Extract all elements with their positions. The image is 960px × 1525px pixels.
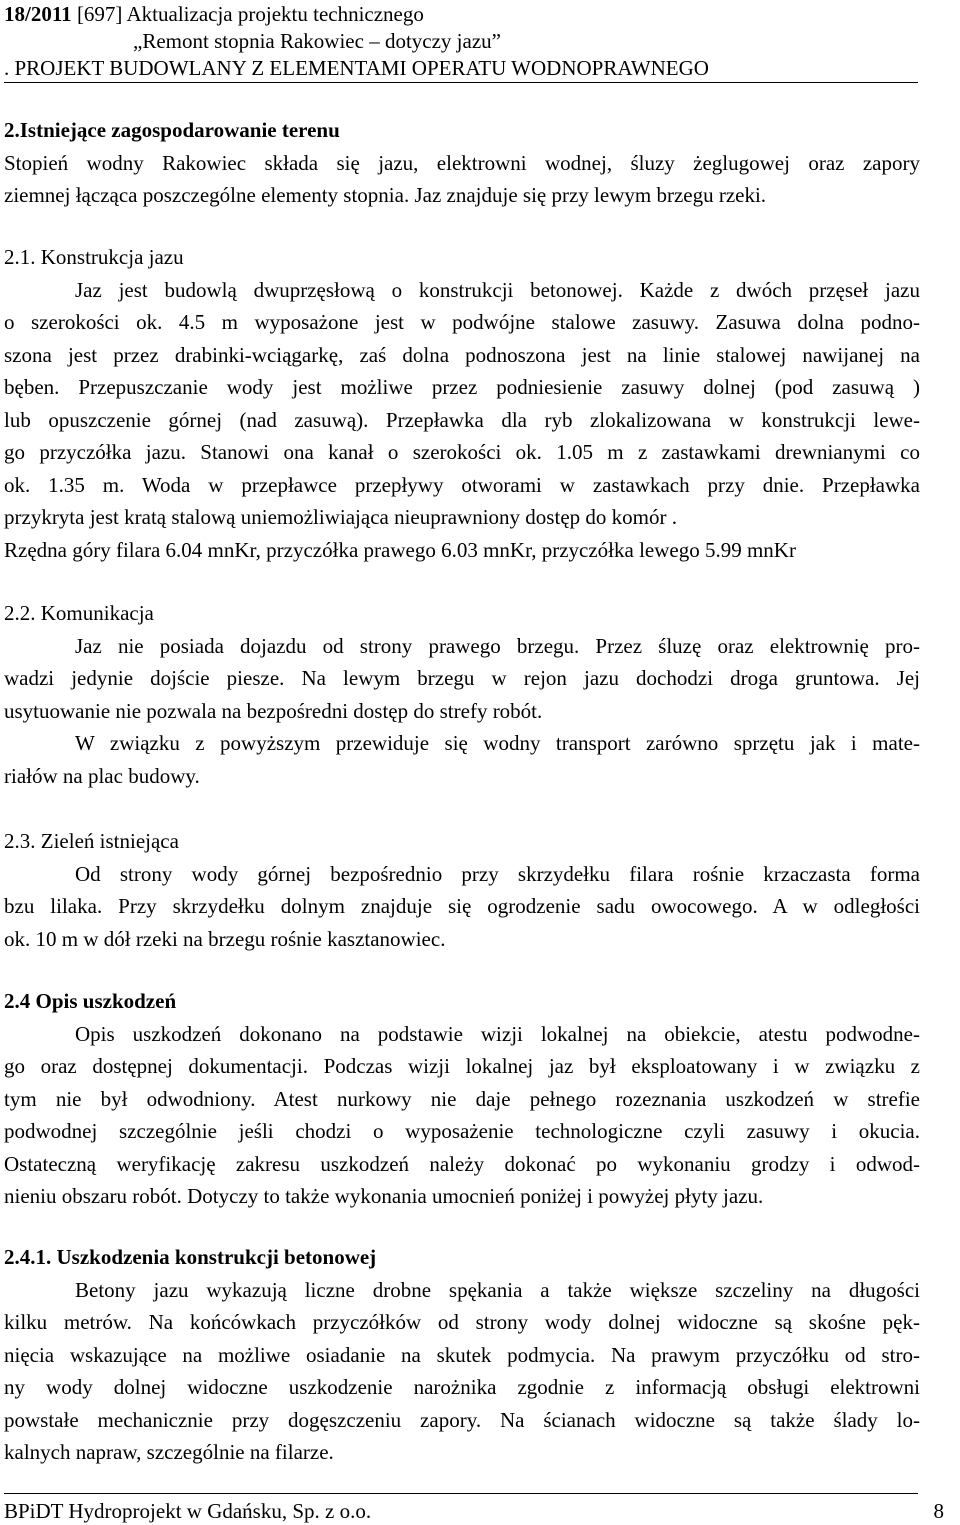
paragraph-line: o szerokości ok. 4.5 m wyposażone jest w podwójne stalowe zasuwy. Zasuwa dolna podno- — [4, 310, 920, 334]
paragraph-line: go oraz dostępnej dokumentacji. Podczas wizji lokalnej jaz był eksploatowany i w związku z — [4, 1054, 920, 1078]
section-heading: 2.3. Zieleń istniejąca — [4, 829, 179, 853]
paragraph-line: podwodnej szczególnie jeśli chodzi o wyposażenie technologiczne czyli zasuwy i okucia. — [4, 1119, 920, 1143]
header-line-2: „Remont stopnia Rakowiec – dotyczy jazu” — [133, 29, 501, 53]
header-line-3: . PROJEKT BUDOWLANY Z ELEMENTAMI OPERATU WODNOPRAWNEGO — [4, 56, 709, 80]
page-number: 8 — [933, 1499, 944, 1523]
section-heading: 2.1. Konstrukcja jazu — [4, 245, 184, 269]
paragraph-line: powstałe mechanicznie przy dogęszczeniu zapory. Na ścianach widoczne są także ślady lo- — [4, 1407, 920, 1432]
paragraph-line: Jaz jest budowlą dwuprzęsłową o konstrukcji betonowej. Każde z dwóch przęseł jazu — [75, 277, 920, 302]
paragraph-line: Ostateczną weryfikację zakresu uszkodzeń należy dokonać po wykonaniu grodzy i odwod- — [4, 1151, 920, 1176]
paragraph-line: lub opuszczenie górnej (nad zasuwą). Przepławka dla ryb zlokalizowana w konstrukcji lewe- — [4, 407, 920, 432]
project-number: 18/2011 — [4, 2, 72, 26]
paragraph-line: nięcia wskazujące na możliwe osiadanie na skutek podmycia. Na prawym przyczółku od stro- — [4, 1342, 920, 1367]
paragraph-line: W związku z powyższym przewiduje się wodny transport zarówno sprzętu jak i mate- — [75, 731, 920, 755]
section-heading: 2.2. Komunikacja — [4, 601, 154, 625]
section-heading: 2.Istniejące zagospodarowanie terenu — [4, 118, 340, 142]
paragraph-line: tym nie był odwodniony. Atest nurkowy nie daje pełnego rozeznania uszkodzeń w strefie — [4, 1086, 920, 1111]
paragraph-line: Od strony wody górnej bezpośrednio przy skrzydełku filara rośnie krzaczasta forma — [75, 861, 920, 886]
section-concrete-damage — [4, 1241, 920, 1469]
paragraph-line: ok. 1.35 m. Woda w przepławce przepływy otworami w zastawkach przy dnie. Przepławka — [4, 472, 920, 497]
section-existing-development — [4, 114, 920, 212]
paragraph-line: kalnych napraw, szczególnie na filarze. — [4, 1440, 334, 1464]
paragraph-line: Opis uszkodzeń dokonano na podstawie wizji lokalnej na obiekcie, atestu podwodne- — [75, 1021, 920, 1046]
paragraph-line: przykryta jest kratą stalową uniemożliwiająca nieuprawniony dostęp do komór . — [4, 505, 677, 529]
section-heading: 2.4 Opis uszkodzeń — [4, 989, 177, 1013]
section-weir-construction — [4, 241, 920, 566]
footer-divider — [4, 1493, 918, 1494]
section-existing-greenery — [4, 825, 920, 955]
paragraph-line: Rzędna góry filara 6.04 mnKr, przyczółka prawego 6.03 mnKr, przyczółka lewego 5.99 mnKr — [4, 537, 796, 562]
section-damage-description — [4, 985, 920, 1213]
page-footer — [4, 1498, 944, 1524]
section-communication — [4, 597, 920, 792]
paragraph-line: usytuowanie nie pozwala na bezpośredni dostęp do strefy robót. — [4, 698, 543, 723]
paragraph-line: Jaz nie posiada dojazdu od strony prawego brzegu. Przez śluzę oraz elektrownię pro- — [75, 633, 920, 658]
header-divider — [4, 82, 918, 83]
paragraph-line: nieniu obszaru robót. Dotyczy to także wykonania umocnień poniżej i powyżej płyty jazu. — [4, 1184, 764, 1208]
paragraph-line: szona jest przez drabinki-wciągarkę, zaś dolna podnoszona jest na linie stalowej nawijanej na — [4, 342, 920, 367]
paragraph-line: ziemnej łącząca poszczególne elementy stopnia. Jaz znajduje się przy lewym brzegu rzeki. — [4, 183, 767, 207]
section-heading: 2.4.1. Uszkodzenia konstrukcji betonowej — [4, 1245, 377, 1269]
paragraph-line: riałów na plac budowy. — [4, 763, 200, 788]
header-line-1 — [4, 2, 424, 26]
project-title: [697] Aktualizacja projektu technicznego — [71, 2, 424, 26]
paragraph-line: wadzi jedynie dojście piesze. Na lewym brzegu w rejon jazu dochodzi droga gruntowa. Jej — [4, 666, 920, 690]
paragraph-line: ok. 10 m w dół rzeki na brzegu rośnie kasztanowiec. — [4, 926, 446, 951]
paragraph-line: ny wody dolnej widoczne uszkodzenie narożnika zgodnie z informacją obsługi elektrowni — [4, 1375, 920, 1399]
paragraph-line: Stopień wodny Rakowiec składa się jazu, elektrowni wodnej, śluzy żeglugowej oraz zapory — [4, 150, 920, 175]
footer-company: BPiDT Hydroprojekt w Gdańsku, Sp. z o.o. — [4, 1499, 372, 1523]
paragraph-line: bzu lilaka. Przy skrzydełku dolnym znajduje się ogrodzenie sadu owocowego. A w odległości — [4, 894, 920, 918]
paragraph-line: go przyczółka jazu. Stanowi ona kanał o szerokości ok. 1.05 m z zastawkami drewnianymi co — [4, 440, 920, 464]
paragraph-line: kilku metrów. Na końcówkach przyczółków od strony wody dolnej widoczne są skośne pęk- — [4, 1310, 920, 1334]
paragraph-line: Betony jazu wykazują liczne drobne spękania a także większe szczeliny na długości — [75, 1277, 920, 1302]
paragraph-line: bęben. Przepuszczanie wody jest możliwe przez podniesienie zasuwy dolnej (pod zasuwą ) — [4, 375, 920, 399]
